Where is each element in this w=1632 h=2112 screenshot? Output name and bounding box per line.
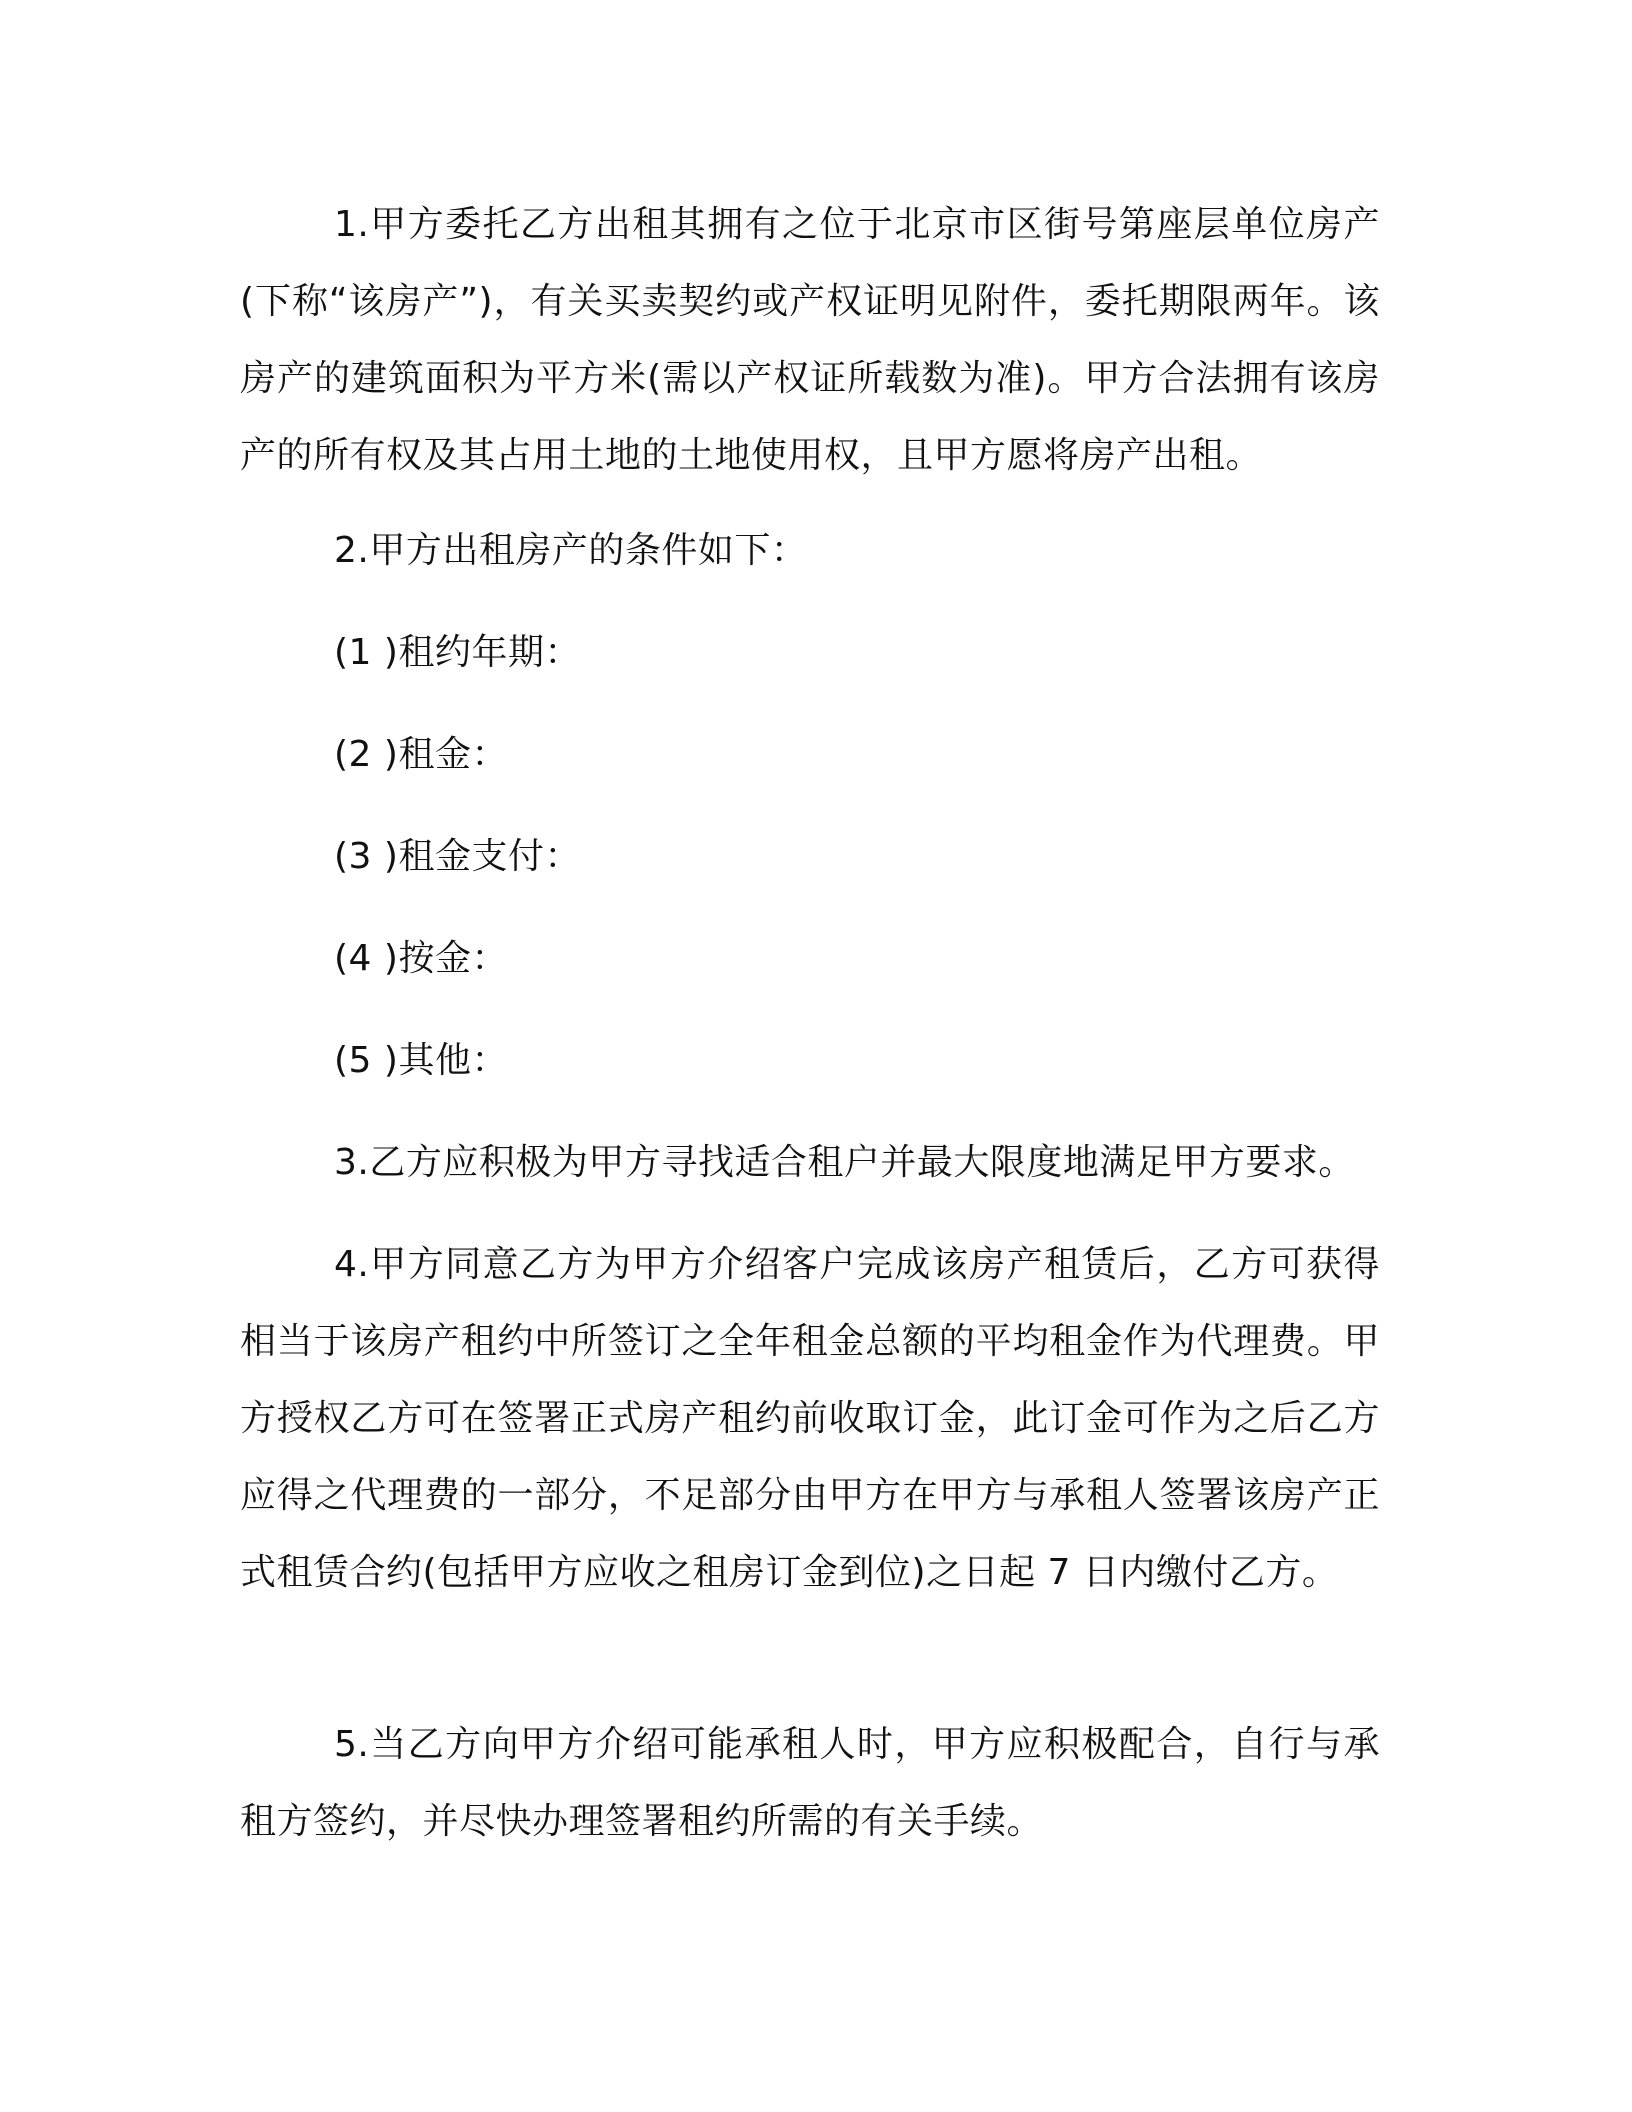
clause-1-paragraph: 1.甲方委托乙方出租其拥有之位于北京市区街号第座层单位房产(下称“该房产”)，有关买卖契约或产权证明见附件，委托期限两年。该房产的建筑面积为平方米(需以产权证所载数为准)。甲方合法拥有该房产的所有权及其占用土地的土地使用权，且甲方愿将房产出租。 bbox=[240, 204, 1380, 476]
condition-item-2: (2 )租金： bbox=[334, 734, 508, 775]
clause-3-paragraph: 3.乙方应积极为甲方寻找适合租户并最大限度地满足甲方要求。 bbox=[334, 1142, 1355, 1183]
clause-2-paragraph: 2.甲方出租房产的条件如下： bbox=[334, 530, 808, 571]
clause-5-paragraph: 5.当乙方向甲方介绍可能承租人时，甲方应积极配合，自行与承租方签约，并尽快办理签署租约所需的有关手续。 bbox=[240, 1724, 1380, 1842]
condition-item-5: (5 )其他： bbox=[334, 1040, 508, 1081]
condition-item-1: (1 )租约年期： bbox=[334, 632, 581, 673]
condition-item-4: (4 )按金： bbox=[334, 938, 508, 979]
clause-4-paragraph: 4.甲方同意乙方为甲方介绍客户完成该房产租赁后，乙方可获得相当于该房产租约中所签订之全年租金总额的平均租金作为代理费。甲方授权乙方可在签署正式房产租约前收取订金，此订金可作为之后乙方应得之代理费的一部分，不足部分由甲方在甲方与承租人签署该房产正式租赁合约(包括甲方应收之租房订金到位)之日起 7 日内缴付乙方。 bbox=[240, 1244, 1380, 1593]
condition-item-3: (3 )租金支付： bbox=[334, 836, 581, 877]
